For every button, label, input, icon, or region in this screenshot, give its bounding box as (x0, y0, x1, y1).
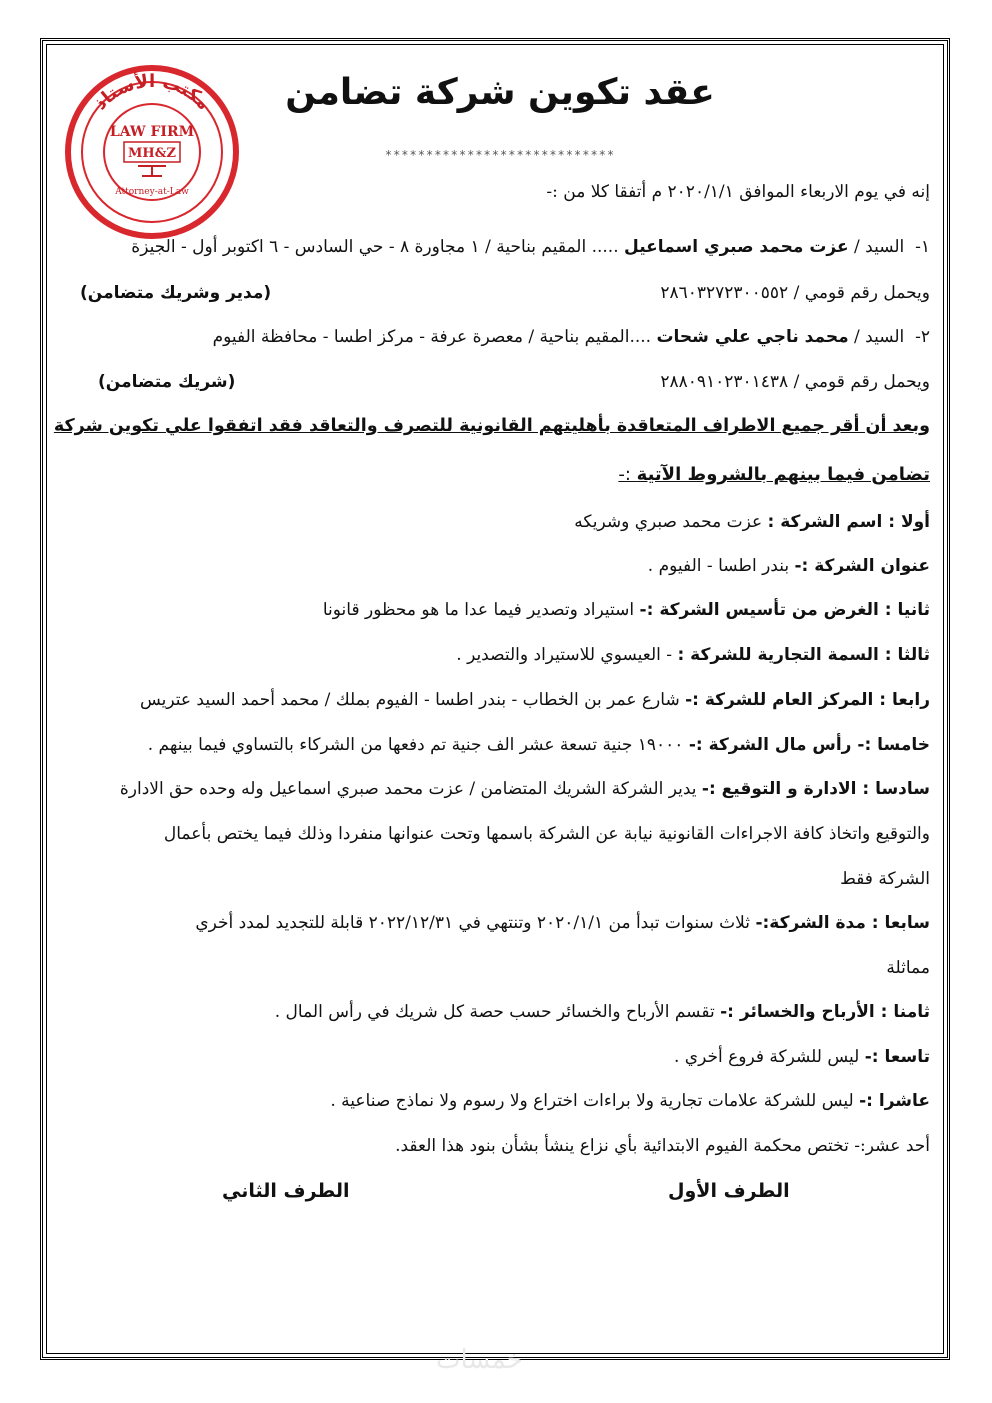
party2-role: (شريك متضامن) (98, 372, 236, 392)
clause-11: أحد عشر:- تختص محكمة الفيوم الابتدائية بأي نزاع ينشأ بشأن بنود هذا العقد. (395, 1136, 930, 1156)
seal-mhz: MH&Z (128, 146, 176, 161)
seal-law-firm: LAW FIRM (109, 124, 195, 140)
party1-line: ١- السيد / عزت محمد صبري اسماعيل ..... المقيم بناحية / ١ مجاورة ٨ - حي السادس - ٦ اكتوبر أول - الجيزة (131, 237, 930, 257)
clause-2: ثانيا : الغرض من تأسيس الشركة :- استيراد وتصدير فيما عدا ما هو محظور قانونا (322, 600, 930, 620)
signature-first-party: الطرف الأول (668, 1180, 790, 1202)
intro-line: إنه في يوم الاربعاء الموافق ٢٠٢٠/١/١ م أتفقا كلا من :- (546, 182, 930, 202)
watermark: خمسات (436, 1345, 523, 1375)
clause-3: ثالثا : السمة التجارية للشركة : - العيسوي للاستيراد والتصدير . (456, 645, 930, 665)
agreement-heading-1: وبعد أن أقر جميع الاطراف المتعاقدة بأهليتهم القانونية للتصرف والتعاقد فقد اتفقوا علي تكوين شركة (53, 416, 930, 436)
clause-6: سادسا : الادارة و التوقيع :- يدير الشركة الشريك المتضامن / عزت محمد صبري اسماعيل وله وحده حق الادارة (119, 779, 930, 799)
seal-attorney: Attorney-at-Law (115, 187, 189, 197)
clause-4: رابعا : المركز العام للشركة :- شارع عمر بن الخطاب - بندر اطسا - الفيوم بملك / محمد أحمد السيد عتريس (139, 690, 930, 710)
party2-line: ٢- السيد / محمد ناجي علي شحات ....المقيم بناحية / معصرة عرفة - مركز اطسا - محافظة الفيوم (212, 327, 930, 347)
document-title: عقد تكوين شركة تضامن (285, 72, 715, 113)
clause-1: أولا : اسم الشركة : عزت محمد صبري وشريكه (574, 512, 930, 532)
clause-7: سابعا : مدة الشركة:- ثلاث سنوات تبدأ من ٢٠٢٠/١/١ وتنتهي في ٢٠٢٢/١٢/٣١ قابلة للتجديد لمدد أخري (195, 913, 930, 933)
divider-stars: **************************** (384, 148, 616, 162)
party2-name: محمد ناجي علي شحات (656, 327, 849, 347)
clause-7-end: مماثلة (886, 958, 930, 978)
party1-id: ويحمل رقم قومي / ٢٨٦٠٣٢٧٢٣٠٠٥٥٢ (660, 283, 930, 303)
signature-second-party: الطرف الثاني (222, 1180, 350, 1202)
clause-6-cont: والتوقيع واتخاذ كافة الاجراءات القانونية نيابة عن الشركة باسمها وتحت عنوانها منفردا وذلك فيما يختص بأعمال (163, 824, 930, 844)
seal-arabic-text: مكتب الأستاذ (89, 70, 214, 115)
clause-6-end: الشركة فقط (840, 869, 930, 889)
clause-1b: عنوان الشركة :- بندر اطسا - الفيوم . (647, 556, 930, 576)
clause-8: ثامنا : الأرباح والخسائر :- تقسم الأرباح والخسائر حسب حصة كل شريك في رأس المال . (274, 1002, 930, 1022)
law-firm-seal (62, 62, 242, 242)
clause-5: خامسا :- رأس مال الشركة :- ١٩٠٠٠ جنية تسعة عشر الف جنية تم دفعها من الشركاء بالتساوي فيما بينهم . (147, 735, 930, 755)
party1-role: (مدير وشريك متضامن) (80, 283, 272, 303)
clause-10: عاشرا :- ليس للشركة علامات تجارية ولا براءات اختراع ولا رسوم ولا نماذج صناعية . (330, 1091, 930, 1111)
agreement-heading-2: تضامن فيما بينهم بالشروط الآتية :- (618, 464, 930, 485)
party1-name: عزت محمد صبري اسماعيل (624, 237, 849, 257)
party2-id: ويحمل رقم قومي / ٢٨٨٠٩١٠٢٣٠١٤٣٨ (660, 372, 930, 392)
clause-9: تاسعا :- ليس للشركة فروع أخري . (674, 1047, 930, 1067)
